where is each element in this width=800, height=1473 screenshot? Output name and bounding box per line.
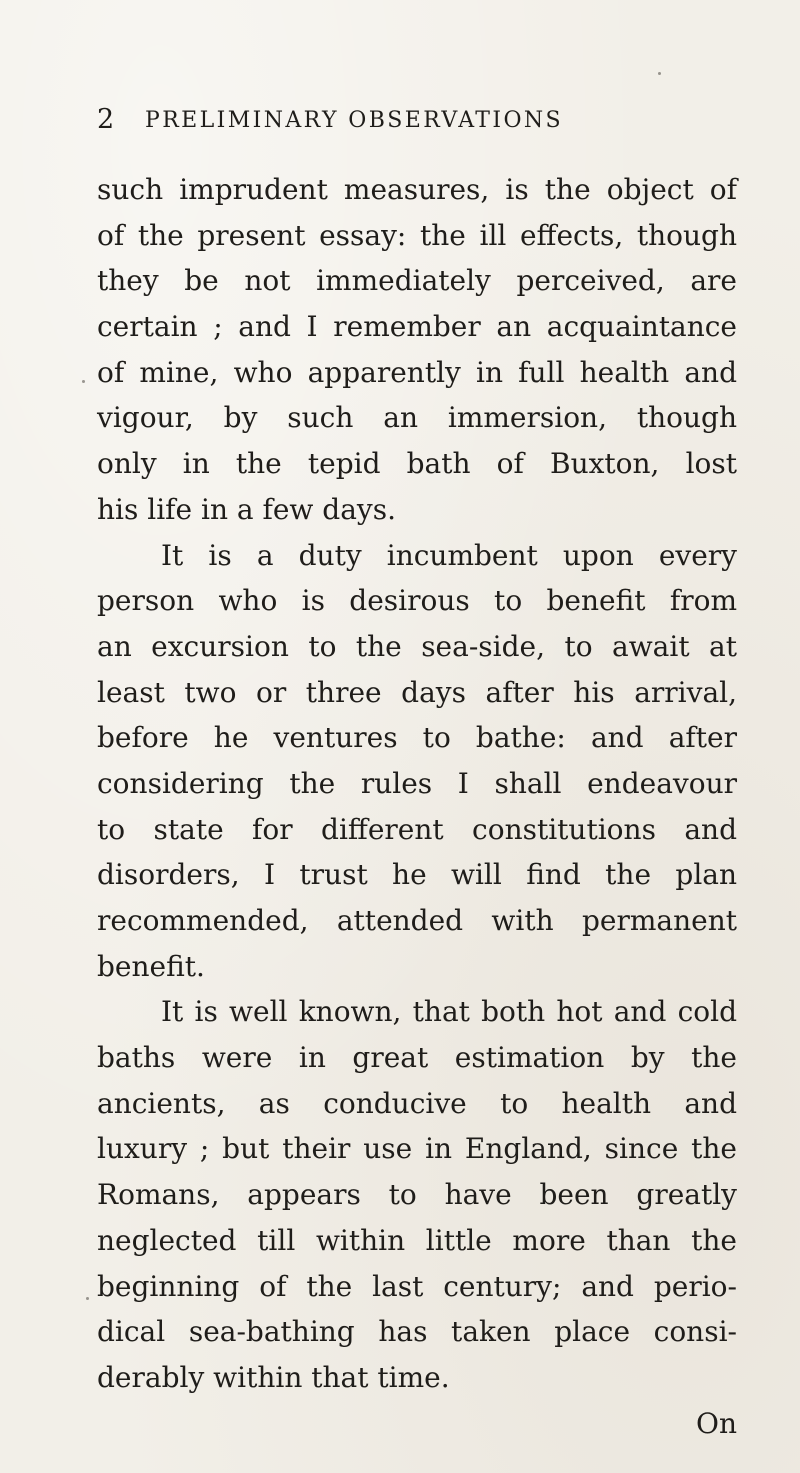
text-line: his life in a few days.: [97, 492, 396, 526]
text-line: Romans, appears to have been greatly: [97, 1178, 737, 1212]
paragraph-first-line: It is well known, that both hot and cold: [161, 995, 737, 1029]
text-line: considering the rules I shall endeavour: [97, 766, 737, 800]
text-line: least two or three days after his arrival,: [97, 675, 737, 709]
text-line: they be not immediately perceived, are: [97, 264, 737, 298]
page-number: 2: [97, 104, 115, 135]
text-line: disorders, I trust he will find the plan: [97, 858, 737, 892]
text-line: such imprudent measures, is the object of: [97, 173, 737, 206]
text-line: baths were in great estimation by the: [97, 1041, 737, 1075]
text-line: neglected till within little more than the: [97, 1223, 737, 1257]
text-line: of mine, who apparently in full health and: [97, 355, 737, 389]
text-line: of the present essay: the ill effects, though: [97, 218, 737, 252]
paragraph-first-line: It is a duty incumbent upon every: [161, 538, 737, 572]
text-line: derably within that time.: [97, 1360, 450, 1394]
text-line: recommended, attended with permanent: [97, 904, 737, 937]
text-line: person who is desirous to benefit from: [97, 584, 737, 618]
running-head: [97, 103, 737, 137]
text-line: only in the tepid bath of Buxton, lost: [97, 447, 737, 481]
print-speck: [658, 72, 661, 75]
print-speck: [82, 380, 85, 383]
text-line: vigour, by such an immersion, though: [97, 401, 737, 435]
text-line: certain ; and I remember an acquaintance: [97, 310, 737, 344]
running-title: PRELIMINARY OBSERVATIONS: [145, 108, 564, 133]
text-line: luxury ; but their use in England, since the: [97, 1132, 737, 1166]
text-line: before he ventures to bathe: and after: [97, 721, 737, 755]
text-line: dical sea-bathing has taken place consi-: [97, 1315, 737, 1349]
print-speck: [86, 1297, 89, 1300]
catchword: On: [696, 1406, 737, 1440]
text-line: an excursion to the sea-side, to await at: [97, 629, 737, 663]
text-line: ancients, as conducive to health and: [97, 1086, 737, 1120]
body-text: [97, 167, 737, 1446]
text-line: benefit.: [97, 949, 205, 983]
text-line: to state for different constitutions and: [97, 812, 737, 846]
text-line: beginning of the last century; and perio-: [97, 1269, 737, 1303]
